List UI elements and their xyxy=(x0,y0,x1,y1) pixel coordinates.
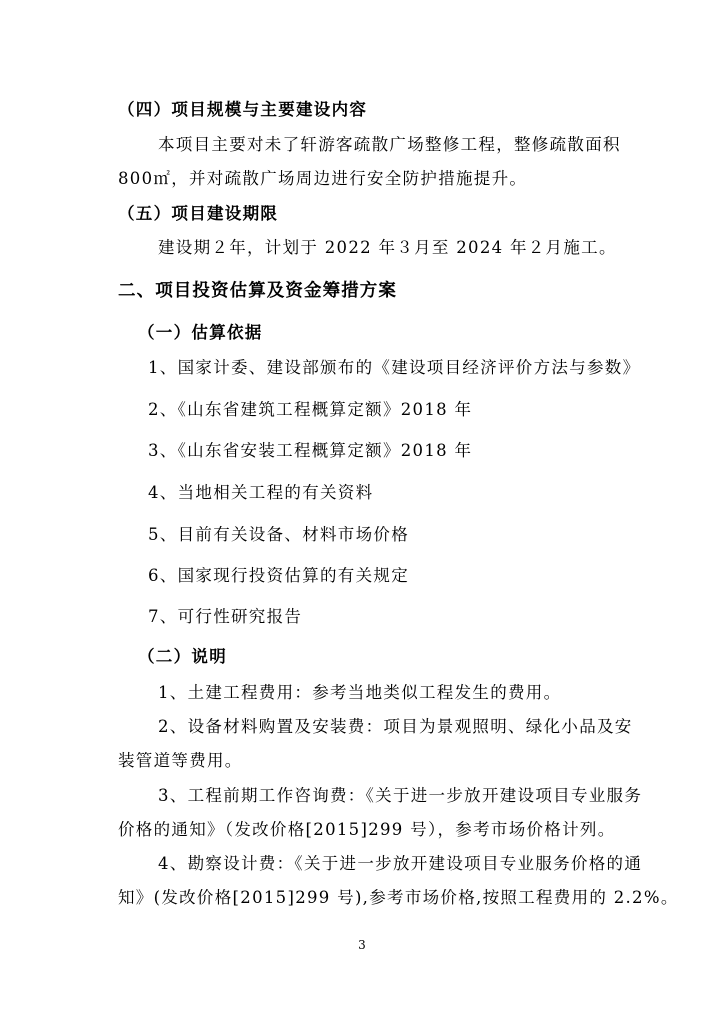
scale-paragraph-line-1: 本项目主要对未了轩游客疏散广场整修工程，整修疏散面积 xyxy=(158,135,621,154)
note-3-line-1: 3、工程前期工作咨询费：《关于进一步放开建设项目专业服务 xyxy=(158,786,643,805)
note-2-line-1: 2、设备材料购置及安装费：项目为景观照明、绿化小品及安 xyxy=(158,717,633,736)
basis-item: 5、目前有关设备、材料市场价格 xyxy=(148,525,409,544)
notes-heading: （二）说明 xyxy=(138,647,227,666)
note-4-line-2: 知》(发改价格[2015]299 号),参考市场价格,按照工程费用的 2.2%。 xyxy=(118,888,679,907)
period-heading: （五）项目建设期限 xyxy=(118,204,279,223)
scale-heading: （四）项目规模与主要建设内容 xyxy=(118,100,368,119)
note-2-line-2: 装管道等费用。 xyxy=(118,751,243,770)
basis-item: 3、《山东省安装工程概算定额》2018 年 xyxy=(148,441,473,460)
basis-item: 7、可行性研究报告 xyxy=(148,607,303,626)
scale-paragraph-line-2: 800㎡，并对疏散广场周边进行安全防护措施提升。 xyxy=(118,169,528,188)
page-number: 3 xyxy=(358,938,366,952)
basis-item: 2、《山东省建筑工程概算定额》2018 年 xyxy=(148,400,473,419)
chapter-title: 二、项目投资估算及资金筹措方案 xyxy=(118,281,397,301)
note-4-line-1: 4、勘察设计费：《关于进一步放开建设项目专业服务价格的通 xyxy=(158,854,643,873)
basis-item: 4、当地相关工程的有关资料 xyxy=(148,483,374,502)
note-1: 1、土建工程费用：参考当地类似工程发生的费用。 xyxy=(158,683,562,702)
period-paragraph: 建设期２年，计划于 2022 年３月至 2024 年２月施工。 xyxy=(158,238,617,257)
note-3-line-2: 价格的通知》（发改价格[2015]299 号），参考市场价格计列。 xyxy=(118,820,616,839)
basis-heading: （一）估算依据 xyxy=(138,323,263,342)
basis-item: 6、国家现行投资估算的有关规定 xyxy=(148,566,409,585)
basis-item: 1、国家计委、建设部颁布的《建设项目经济评价方法与参数》 xyxy=(148,358,641,377)
